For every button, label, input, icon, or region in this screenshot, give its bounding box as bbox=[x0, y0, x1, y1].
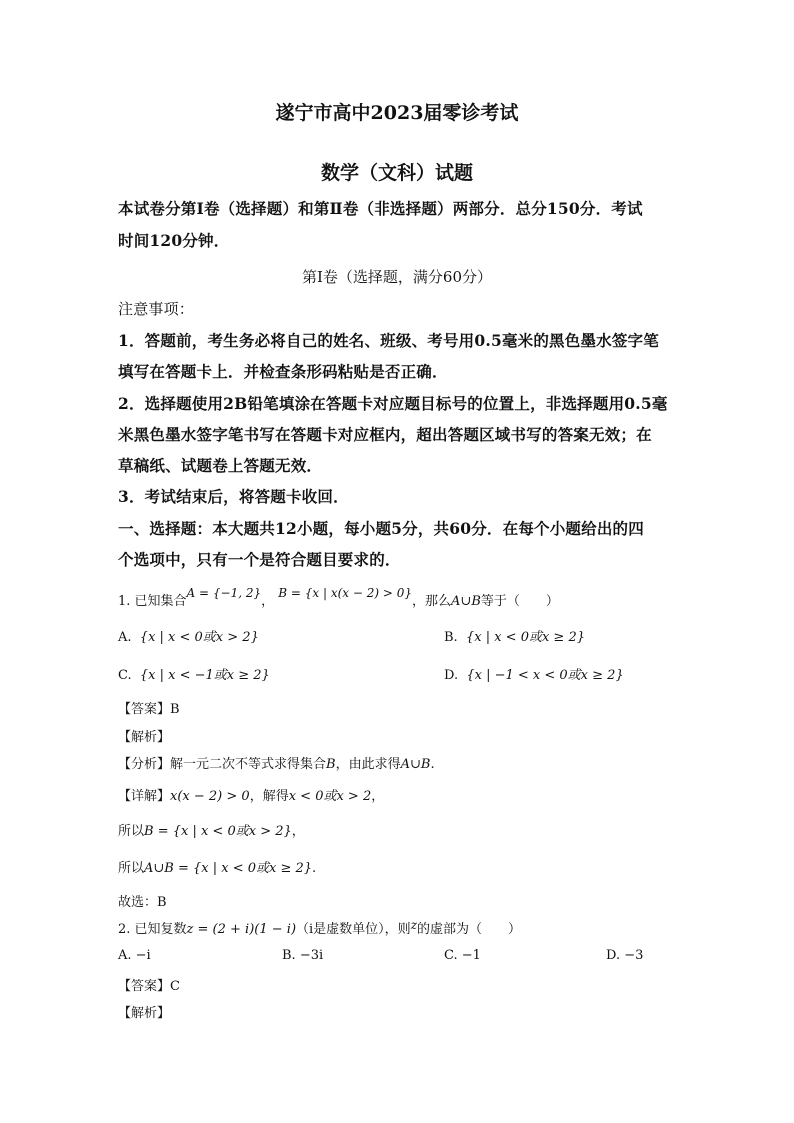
q1-so-2-end: . bbox=[312, 861, 317, 876]
q1-so-1 bbox=[118, 820, 305, 839]
exam-subtitle: 数学（文科）试题 bbox=[320, 162, 473, 184]
q1-set-a: A = {−1, 2} bbox=[186, 586, 262, 600]
q1-option-d-text: {x | −1 < x < 0或x ≥ 2} bbox=[466, 668, 624, 683]
q1-analysis: 【解析】 bbox=[118, 730, 171, 745]
q2-answer: 【答案】C bbox=[118, 979, 180, 994]
q2-option-d: D. −3 bbox=[606, 948, 644, 963]
q2-option-c: C. −1 bbox=[444, 948, 481, 963]
q1-prefix: 1. 已知集合 bbox=[118, 594, 187, 609]
notice-title: 注意事项： bbox=[118, 300, 195, 318]
notice-1-line-1: 1．答题前，考生务必将自己的姓名、班级、考号用0.5毫米的黑色墨水签字笔 bbox=[118, 331, 659, 350]
q1-option-a-label: A. bbox=[118, 630, 132, 645]
q1-detail-mid: ，解得 bbox=[249, 789, 289, 804]
q1-fenxi bbox=[118, 753, 435, 772]
q1-option-d-label: D. bbox=[444, 668, 459, 683]
question-2 bbox=[118, 918, 521, 937]
q2-mid: （i是虚数单位），则 bbox=[296, 922, 411, 937]
part1-line-1: 一、选择题：本大题共12小题，每小题5分，共60分．在每个小题给出的四 bbox=[118, 519, 644, 538]
q1-answer: 【答案】B bbox=[118, 702, 180, 717]
q2-ask: 的虚部为（ ） bbox=[417, 922, 522, 937]
q1-fenxi-end: . bbox=[430, 757, 435, 772]
q1-fenxi-b: B bbox=[326, 757, 336, 772]
q1-fenxi-prefix: 【分析】解一元二次不等式求得集合 bbox=[118, 757, 327, 772]
q1-detail-inequality: x(x − 2) > 0 bbox=[170, 789, 250, 804]
q2-prefix: 2. 已知复数 bbox=[118, 922, 187, 937]
q1-detail-solution: x < 0或x > 2 bbox=[288, 789, 372, 804]
q1-ask: 等于（ ） bbox=[480, 594, 559, 609]
q1-option-d bbox=[444, 664, 624, 683]
q2-option-a: A. −i bbox=[118, 948, 151, 963]
q1-comma: ， bbox=[261, 594, 275, 609]
q1-union: A∪B bbox=[451, 594, 481, 609]
q1-detail-label: 【详解】 bbox=[118, 789, 171, 804]
exam-title: 遂宁市高中2023届零诊考试 bbox=[275, 102, 519, 124]
q1-choose: 故选：B bbox=[118, 895, 167, 910]
q1-option-a-text: {x | x < 0或x > 2} bbox=[139, 630, 259, 645]
q1-detail bbox=[118, 785, 384, 804]
intro-line-2: 时间120分钟． bbox=[118, 231, 230, 250]
q2-expr: z = (2 + i)(1 − i) bbox=[186, 922, 297, 937]
q1-so-1-expr: B = {x | x < 0或x > 2} bbox=[144, 824, 292, 839]
q1-option-a bbox=[118, 626, 259, 645]
q1-option-c bbox=[118, 664, 270, 683]
question-1 bbox=[118, 586, 559, 609]
q1-so-1-end: ， bbox=[291, 824, 305, 839]
section-header: 第Ⅰ卷（选择题，满分60分） bbox=[301, 268, 492, 286]
q1-so-2 bbox=[118, 857, 316, 876]
notice-2-line-1: 2．选择题使用2B铅笔填涂在答题卡对应题目标号的位置上，非选择题用0.5毫 bbox=[118, 394, 668, 413]
q1-so-2-prefix: 所以 bbox=[118, 861, 145, 876]
q1-detail-end: ， bbox=[371, 789, 385, 804]
q1-suffix: ，那么 bbox=[412, 594, 452, 609]
notice-3: 3．考试结束后，将答题卡收回． bbox=[118, 487, 349, 506]
notice-1-line-2: 填写在答题卡上．并检查条形码粘贴是否正确． bbox=[118, 362, 448, 381]
q1-so-1-prefix: 所以 bbox=[118, 824, 145, 839]
q1-so-2-expr: A∪B = {x | x < 0或x ≥ 2} bbox=[144, 861, 313, 876]
notice-2-line-2: 米黑色墨水签字笔书写在答题卡对应框内，超出答题区域书写的答案无效；在 bbox=[118, 425, 652, 444]
q2-z: z bbox=[410, 918, 418, 932]
q2-analysis: 【解析】 bbox=[118, 1006, 171, 1021]
q1-option-c-label: C. bbox=[118, 668, 132, 683]
q1-fenxi-union: A∪B bbox=[400, 757, 431, 772]
q1-fenxi-mid: ，由此求得 bbox=[335, 757, 401, 772]
q1-set-b: B = {x | x(x − 2) > 0} bbox=[278, 586, 413, 600]
q1-option-b-label: B. bbox=[444, 630, 458, 645]
q1-option-b bbox=[444, 626, 585, 645]
notice-2-line-3: 草稿纸、试题卷上答题无效． bbox=[118, 456, 323, 475]
q1-option-c-text: {x | x < −1或x ≥ 2} bbox=[139, 668, 270, 683]
q2-option-b: B. −3i bbox=[282, 948, 324, 963]
q1-option-b-text: {x | x < 0或x ≥ 2} bbox=[465, 630, 585, 645]
intro-line-1: 本试卷分第Ⅰ卷（选择题）和第Ⅱ卷（非选择题）两部分．总分150分．考试 bbox=[118, 199, 643, 218]
part1-line-2: 个选项中，只有一个是符合题目要求的． bbox=[118, 550, 401, 569]
